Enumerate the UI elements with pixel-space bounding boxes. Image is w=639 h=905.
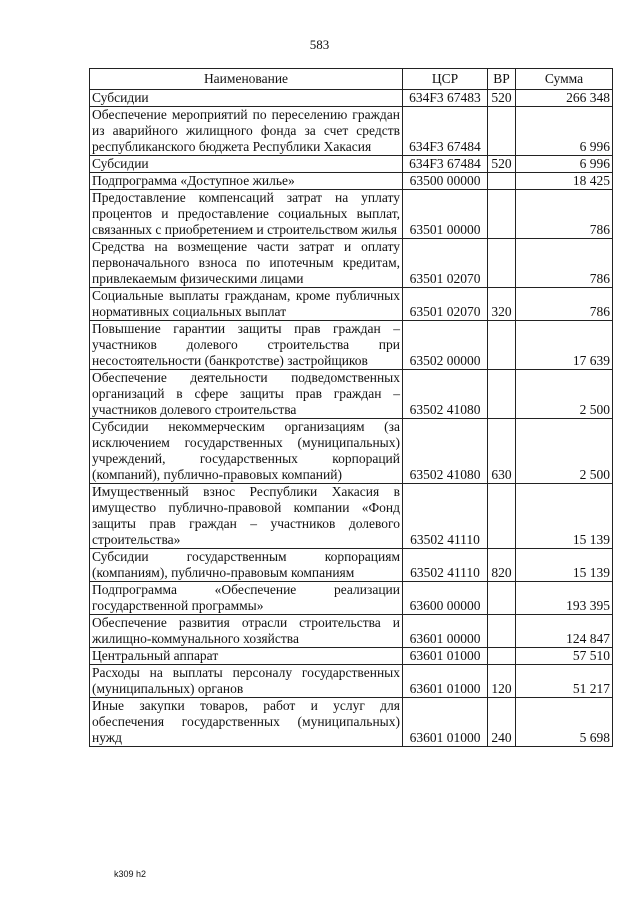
row-vr: 320: [488, 288, 516, 321]
row-code: 63502 41080: [403, 370, 488, 419]
row-name: Иные закупки товаров, работ и услуг для обеспечения государственных (муниципальных) нужд: [90, 698, 403, 747]
row-vr: 520: [488, 156, 516, 173]
row-vr: [488, 190, 516, 239]
header-code: ЦСР: [403, 69, 488, 90]
table-row: [90, 582, 613, 615]
table-row: [90, 90, 613, 107]
row-sum: 51 217: [516, 665, 613, 698]
row-vr: 520: [488, 90, 516, 107]
row-vr: [488, 239, 516, 288]
header-vr: ВР: [488, 69, 516, 90]
row-vr: [488, 173, 516, 190]
row-code: 63501 00000: [403, 190, 488, 239]
table-row: [90, 321, 613, 370]
table-row: [90, 648, 613, 665]
row-code: 634F3 67483: [403, 90, 488, 107]
row-code: 63502 41110: [403, 484, 488, 549]
row-name: Социальные выплаты гражданам, кроме публичных нормативных социальных выплат: [90, 288, 403, 321]
row-vr: [488, 321, 516, 370]
table-row: [90, 288, 613, 321]
row-sum: 15 139: [516, 484, 613, 549]
row-name: Центральный аппарат: [90, 648, 403, 665]
table-row: [90, 615, 613, 648]
row-code: 63500 00000: [403, 173, 488, 190]
table-row: [90, 549, 613, 582]
row-sum: 17 639: [516, 321, 613, 370]
row-code: 63600 00000: [403, 582, 488, 615]
row-sum: 18 425: [516, 173, 613, 190]
row-sum: 124 847: [516, 615, 613, 648]
table-row: [90, 665, 613, 698]
row-name: Имущественный взнос Республики Хакасия в имущество публично-правовой компании «Фонд защиты прав граждан – участников долевого строительства»: [90, 484, 403, 549]
table-row: [90, 107, 613, 156]
row-vr: [488, 615, 516, 648]
row-sum: 2 500: [516, 370, 613, 419]
table-row: [90, 484, 613, 549]
row-code: 63601 01000: [403, 665, 488, 698]
row-name: Субсидии: [90, 90, 403, 107]
row-sum: 57 510: [516, 648, 613, 665]
page-number: 583: [309, 37, 330, 52]
row-sum: 786: [516, 288, 613, 321]
row-code: 634F3 67484: [403, 107, 488, 156]
row-code: 63502 41080: [403, 419, 488, 484]
row-code: 63501 02070: [403, 288, 488, 321]
row-code: 63601 00000: [403, 615, 488, 648]
table-header-row: [90, 69, 613, 90]
row-name: Субсидии государственным корпорациям (компаниям), публично-правовым компаниям: [90, 549, 403, 582]
row-code: 63601 01000: [403, 648, 488, 665]
footer-code: k309 h2: [114, 869, 147, 879]
row-code: 63501 02070: [403, 239, 488, 288]
row-name: Субсидии некоммерческим организациям (за исключением государственных (муниципальных) учреждений, государственных корпораций (компаний), публично-правовых компаний): [90, 419, 403, 484]
row-name: Обеспечение мероприятий по переселению граждан из аварийного жилищного фонда за счет средств республиканского бюджета Республики Хакасия: [90, 107, 403, 156]
row-code: 634F3 67484: [403, 156, 488, 173]
row-sum: 786: [516, 190, 613, 239]
row-vr: [488, 107, 516, 156]
table-row: [90, 698, 613, 747]
row-sum: 786: [516, 239, 613, 288]
row-name: Подпрограмма «Обеспечение реализации государственной программы»: [90, 582, 403, 615]
row-code: 63601 01000: [403, 698, 488, 747]
row-vr: [488, 648, 516, 665]
row-sum: 6 996: [516, 107, 613, 156]
row-name: Средства на возмещение части затрат и оплату первоначального взноса по ипотечным кредитам, привлекаемым физическими лицами: [90, 239, 403, 288]
row-name: Повышение гарантии защиты прав граждан – участников долевого строительства при несостоятельности (банкротстве) застройщиков: [90, 321, 403, 370]
table-row: [90, 370, 613, 419]
table-row: [90, 156, 613, 173]
table-row: [90, 239, 613, 288]
row-sum: 2 500: [516, 419, 613, 484]
row-vr: [488, 370, 516, 419]
row-name: Обеспечение деятельности подведомственных организаций в сфере защиты прав граждан – участников долевого строительства: [90, 370, 403, 419]
row-name: Обеспечение развития отрасли строительства и жилищно-коммунального хозяйства: [90, 615, 403, 648]
row-vr: 820: [488, 549, 516, 582]
row-code: 63502 41110: [403, 549, 488, 582]
table-row: [90, 419, 613, 484]
budget-table: [89, 68, 613, 747]
row-vr: 240: [488, 698, 516, 747]
row-sum: 193 395: [516, 582, 613, 615]
header-name: Наименование: [90, 69, 403, 90]
row-sum: 6 996: [516, 156, 613, 173]
table-row: [90, 173, 613, 190]
row-code: 63502 00000: [403, 321, 488, 370]
row-vr: [488, 484, 516, 549]
row-vr: 630: [488, 419, 516, 484]
row-name: Предоставление компенсаций затрат на уплату процентов и предоставление социальных выплат, связанных с приобретением и строительством жилья: [90, 190, 403, 239]
row-vr: [488, 582, 516, 615]
table-row: [90, 190, 613, 239]
row-vr: 120: [488, 665, 516, 698]
row-name: Подпрограмма «Доступное жилье»: [90, 173, 403, 190]
header-sum: Сумма: [516, 69, 613, 90]
row-sum: 266 348: [516, 90, 613, 107]
row-name: Субсидии: [90, 156, 403, 173]
row-sum: 5 698: [516, 698, 613, 747]
row-name: Расходы на выплаты персоналу государственных (муниципальных) органов: [90, 665, 403, 698]
row-sum: 15 139: [516, 549, 613, 582]
